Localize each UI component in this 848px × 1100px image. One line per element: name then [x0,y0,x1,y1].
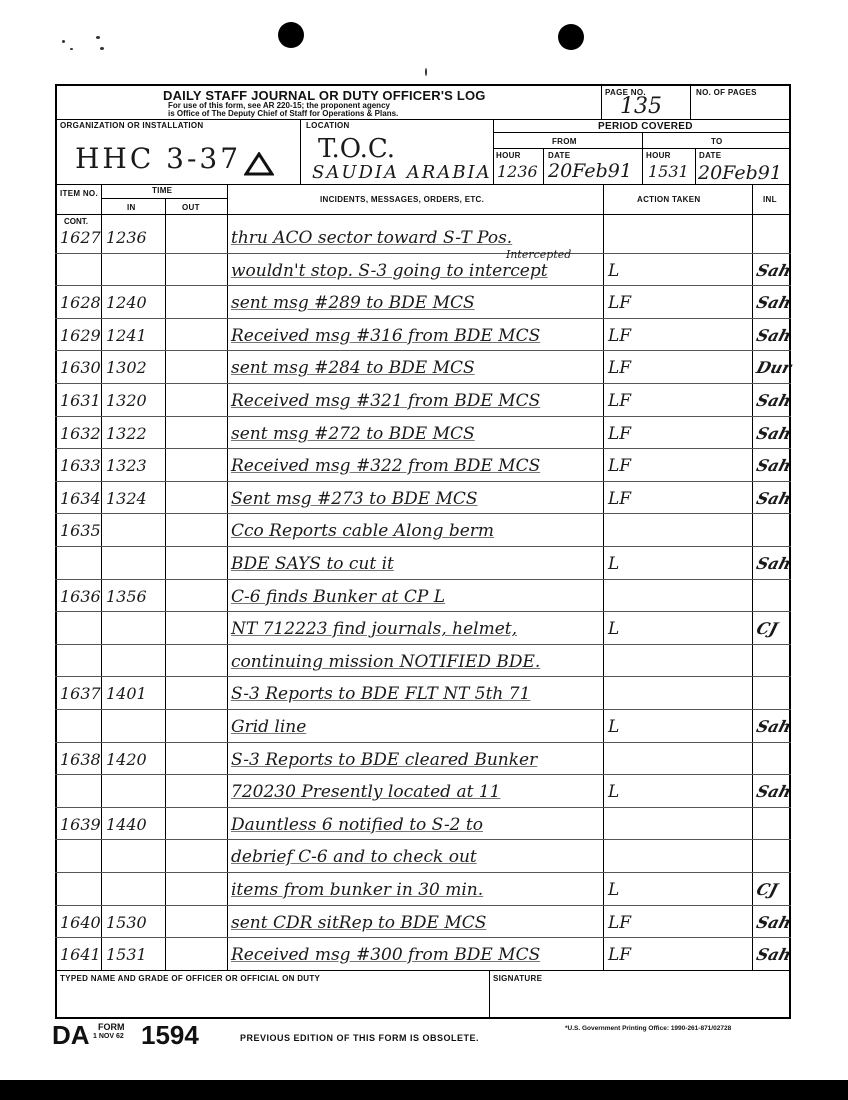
page-no-value: 135 [620,94,662,119]
row-baseline [55,839,791,840]
journal-message: NT 712223 find journals, helmet, [231,619,517,640]
journal-message: thru ACO sector toward S-T Pos. [231,228,513,248]
journal-action: L [608,782,620,803]
cont-label: CONT. [64,217,88,226]
form-id-date: 1 NOV 62 [93,1033,124,1040]
journal-item-no: 1635 [60,521,101,541]
journal-message: 720230 Presently located at 11 [231,782,501,803]
row-baseline [55,937,791,938]
journal-message: sent msg #272 to BDE MCS [231,423,475,444]
journal-message: debrief C-6 and to check out [231,847,477,868]
previous-edition-note: PREVIOUS EDITION OF THIS FORM IS OBSOLETE. [240,1033,480,1043]
location-label: LOCATION [306,121,350,130]
form-subtitle-2: is Office of The Deputy Chief of Staff for Operations & Plans. [168,109,399,118]
journal-message: BDE SAYS to cut it [231,554,394,574]
row-baseline [55,905,791,906]
journal-message: S-3 Reports to BDE cleared Bunker [231,749,538,770]
journal-action: LF [608,488,632,509]
speck [62,40,65,43]
row-baseline [55,807,791,808]
journal-initials: Sah [754,488,794,508]
row-baseline [55,774,791,775]
journal-action: L [608,554,620,574]
punch-hole-left [278,22,304,48]
org-label: ORGANIZATION OR INSTALLATION [60,121,204,130]
journal-message: Received msg #300 from BDE MCS [231,945,541,966]
row-baseline [55,448,791,449]
item-no-label: ITEM NO. [60,189,98,198]
punch-hole-right [558,24,584,50]
journal-item-no: 1639 [60,814,101,834]
inl-label: INL [763,195,777,204]
triangle-mark [244,152,274,176]
speck [100,47,104,50]
journal-message: Grid line [231,717,307,737]
org-value: HHC 3-37 [75,142,242,175]
journal-initials: Sah [754,782,794,802]
journal-message: C-6 finds Bunker at CP L [231,586,446,607]
journal-item-no: 1638 [60,749,101,769]
journal-initials: Sah [754,554,794,573]
from-date-label: DATE [548,151,571,160]
journal-time-in: 1440 [106,814,147,834]
journal-initials: Sah [754,717,794,736]
journal-message: Received msg #321 from BDE MCS [231,391,541,411]
action-taken-label: ACTION TAKEN [637,195,701,204]
journal-initials: Sah [754,260,794,280]
to-hour-value: 1531 [648,162,689,181]
time-label: TIME [152,186,173,195]
journal-time-in: 1420 [106,749,147,769]
journal-time-in: 1236 [106,228,147,247]
row-baseline [55,350,791,351]
journal-action: LF [608,423,632,444]
journal-item-no: 1630 [60,358,101,378]
to-hour-label: HOUR [646,151,671,160]
journal-item-no: 1631 [60,391,101,410]
row-baseline [55,481,791,482]
journal-action: L [608,260,620,281]
from-label: FROM [552,137,577,146]
typed-name-field[interactable] [58,986,486,1016]
form-id-da: DA [52,1020,90,1050]
from-date-value: 20Feb91 [548,160,632,182]
journal-time-in: 1324 [106,488,147,508]
journal-item-no: 1634 [60,488,101,508]
journal-time-in: 1323 [106,456,147,476]
from-hour-value: 1236 [497,162,538,181]
journal-message: Received msg #322 from BDE MCS [231,456,541,477]
row-baseline [55,318,791,319]
journal-message: wouldn't stop. S-3 going to intercept [231,260,548,281]
to-date-value: 20Feb91 [698,162,782,184]
journal-action: LF [608,456,632,477]
signature-field[interactable] [492,986,788,1016]
journal-item-no: 1629 [60,325,101,345]
no-of-pages-label: NO. OF PAGES [696,88,757,97]
row-baseline [55,285,791,286]
journal-item-no: 1636 [60,586,101,606]
signature-label: SIGNATURE [493,974,543,983]
journal-initials: Dur [754,358,794,378]
row-baseline [55,742,791,743]
journal-message: S-3 Reports to BDE FLT NT 5th 71 [231,684,531,705]
journal-message: Cco Reports cable Along berm [231,521,495,542]
typed-name-label: TYPED NAME AND GRADE OF OFFICER OR OFFICIAL ON DUTY [60,974,321,983]
row-baseline [55,513,791,514]
journal-item-no: 1637 [60,684,101,704]
journal-initials: Sah [754,456,794,476]
journal-initials: CJ [754,880,780,899]
location-line-2: SAUDIA ARABIA [312,162,492,183]
row-baseline [55,709,791,710]
form-id-number: 1594 [141,1020,199,1050]
incidents-label: INCIDENTS, MESSAGES, ORDERS, ETC. [320,195,485,204]
journal-action: LF [608,945,632,966]
row-baseline [55,611,791,612]
journal-time-in: 1356 [106,586,147,606]
gpo-note: *U.S. Government Printing Office: 1990-261-871/02728 [565,1025,732,1032]
to-date-label: DATE [699,151,722,160]
journal-initials: Sah [754,391,794,410]
journal-message: Received msg #316 from BDE MCS [231,325,541,346]
journal-message: sent CDR sitRep to BDE MCS [231,912,487,933]
form-title: DAILY STAFF JOURNAL OR DUTY OFFICER'S LOG [163,88,486,103]
journal-time-in: 1240 [106,293,147,313]
journal-initials: Sah [754,293,794,313]
journal-time-in: 1320 [106,391,147,410]
journal-action: LF [608,391,632,411]
row-baseline [55,676,791,677]
row-baseline [55,872,791,873]
to-label: TO [711,137,723,146]
journal-time-in: 1531 [106,945,147,965]
row-baseline [55,579,791,580]
journal-initials: Sah [754,912,794,932]
journal-message: sent msg #284 to BDE MCS [231,358,475,379]
journal-item-no: 1628 [60,293,101,313]
row-baseline [55,644,791,645]
from-hour-label: HOUR [496,151,521,160]
journal-item-no: 1641 [60,945,101,965]
speck [425,68,427,76]
journal-initials: CJ [754,619,780,639]
intercepted-note: Intercepted [506,248,572,261]
journal-message: Sent msg #273 to BDE MCS [231,488,478,509]
row-baseline [55,253,791,254]
journal-item-no: 1627 [60,228,101,247]
journal-action: LF [608,912,632,933]
journal-initials: Sah [754,945,794,965]
journal-item-no: 1632 [60,423,101,443]
scan-bottom-edge [0,1080,848,1100]
journal-message: Dauntless 6 notified to S-2 to [231,814,483,835]
journal-action: L [608,717,620,737]
row-baseline [55,416,791,417]
journal-action: L [608,619,620,640]
form-id-form: FORM [98,1022,125,1032]
page-no-label: PAGE NO. [605,88,646,97]
journal-initials: Sah [754,325,794,345]
journal-initials: Sah [754,423,794,443]
journal-time-in: 1302 [106,358,147,378]
journal-action: L [608,880,620,900]
journal-action: LF [608,358,632,379]
in-label: IN [127,203,136,212]
journal-message: continuing mission NOTIFIED BDE. [231,651,541,672]
journal-time-in: 1401 [106,684,147,704]
out-label: OUT [182,203,200,212]
journal-message: items from bunker in 30 min. [231,880,484,900]
row-baseline [55,546,791,547]
journal-time-in: 1322 [106,423,147,443]
row-baseline [55,383,791,384]
journal-item-no: 1633 [60,456,101,476]
speck [96,36,100,39]
journal-item-no: 1640 [60,912,101,932]
period-covered-label: PERIOD COVERED [598,121,693,132]
location-line-1: T.O.C. [318,134,396,164]
journal-message: sent msg #289 to BDE MCS [231,293,475,314]
journal-time-in: 1530 [106,912,147,932]
journal-time-in: 1241 [106,325,147,345]
form-subtitle-1: For use of this form, see AR 220-15; the proponent agency [168,101,390,110]
journal-action: LF [608,325,632,346]
speck [70,48,73,50]
journal-action: LF [608,293,632,314]
